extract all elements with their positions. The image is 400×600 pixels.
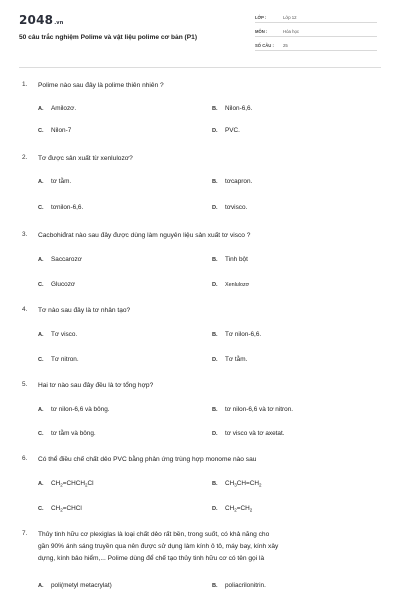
meta-subject-row: MÔN : Hóa học [255,27,377,37]
option-text: tơ visco và tơ axetat. [225,430,285,437]
option-text: $CH_2=CHCl$ [51,505,82,513]
question-text: Có thể điều chế chất dẻo PVC bằng phản ứng trùng hợp monome nào sau [38,456,257,463]
option-text: Nilon-6,6. [225,105,253,112]
answer-option-d[interactable] [212,204,247,211]
answer-option-a[interactable] [38,331,77,338]
question-text: Tơ nào sau đây là tơ nhân tạo? [38,307,131,314]
option-text: Glucozơ [51,281,76,288]
option-letter: D. [212,357,218,363]
header-divider [19,67,381,68]
option-text: Tơ visco. [51,331,78,338]
answer-option-c[interactable] [38,127,71,134]
option-text: Tơ tằm. [225,356,248,363]
option-letter: B. [212,179,218,185]
answer-option-b[interactable] [212,406,293,413]
option-text: Saccarozơ [51,256,82,263]
option-letter: D. [212,282,218,288]
question-number: 5. [22,381,28,388]
option-text: Xenlulozơ [225,282,250,288]
question-text: Tơ được sản xuất từ xenlulozơ? [38,155,133,162]
answer-option-c[interactable] [38,281,75,288]
question-number: 3. [22,231,28,238]
question-text-line: Thủy tinh hữu cơ plexiglas là loại chất dẻo rất bền, trong suốt, có khả năng cho [38,531,270,538]
meta-count-row: SỐ CÂU : 25 [255,41,377,51]
answer-option-d[interactable] [212,127,240,134]
page-header [0,0,400,66]
option-letter: B. [212,481,218,487]
answer-option-d[interactable] [212,505,252,513]
option-letter: A. [38,179,44,185]
option-text: $CH_2=CH_2$ [225,505,253,513]
option-letter: C. [38,282,44,288]
answer-option-b[interactable] [212,178,252,185]
option-text: Nilon-7 [51,127,72,134]
question-number: 1. [22,81,28,88]
answer-option-a[interactable] [38,480,94,488]
question-number: 6. [22,455,28,462]
answer-option-a[interactable] [38,105,76,112]
option-letter: D. [212,205,218,211]
option-letter: D. [212,506,218,512]
question-text: Polime nào sau đây là polime thiên nhiên ? [38,82,164,89]
option-text: tơvisco. [225,204,248,211]
answer-option-d[interactable] [212,356,247,363]
question-text: Cacbohiđrat nào sau đây được dùng làm nguyên liệu sản xuất tơ visco ? [38,232,251,239]
question-text: Hai tơ nào sau đây đều là tơ tổng hợp? [38,382,154,389]
answer-option-b[interactable] [212,256,248,263]
option-text: tơ tằm và bông. [51,430,96,437]
option-letter: B. [212,583,218,589]
option-letter: C. [38,128,44,134]
option-letter: A. [38,332,44,338]
option-text: Amilozơ. [51,105,77,112]
option-letter: D. [212,128,218,134]
answer-option-d[interactable] [212,430,285,437]
option-letter: A. [38,481,44,487]
option-letter: C. [38,205,44,211]
answer-option-a[interactable] [38,178,71,185]
answer-option-c[interactable] [38,430,96,437]
answer-option-c[interactable] [38,505,82,513]
answer-option-b[interactable] [212,331,261,338]
answer-option-b[interactable] [212,582,266,589]
meta-class-row: LỚP : Lớp 12 [255,13,377,23]
option-text: tơ tằm. [51,178,72,185]
option-letter: C. [38,431,44,437]
document-title: 50 câu trắc nghiệm Polime và vật liệu polime cơ bản (P1) [19,34,198,41]
option-letter: C. [38,357,44,363]
option-letter: A. [38,407,44,413]
answer-option-b[interactable] [212,480,261,488]
option-text: poli(metyl metacrylat) [51,582,112,589]
question-text-line: dựng, kính bảo hiểm,... Polime dùng để chế tạo thủy tinh hữu cơ có tên gọi là [38,555,265,562]
option-text: Tơ nitron. [51,356,79,363]
option-text: PVC. [225,127,240,134]
option-letter: B. [212,407,218,413]
option-text: tơnilon-6,6. [51,204,84,211]
option-letter: A. [38,583,44,589]
option-letter: B. [212,106,218,112]
option-letter: B. [212,257,218,263]
option-text: tơ nilon-6,6 và bông. [51,406,110,413]
option-text: tơcapron. [225,178,253,185]
option-text: tơ nilon-6,6 và tơ nitron. [225,406,294,413]
question-number: 4. [22,306,28,313]
answer-option-b[interactable] [212,105,252,112]
answer-option-a[interactable] [38,406,110,413]
question-text-line: gần 90% ánh sáng truyền qua nên được sử dụng làm kính ô tô, máy bay, kính xây [38,543,279,550]
option-text: $CH_3CH=CH_2$ [225,480,262,488]
option-letter: C. [38,506,44,512]
option-text: Tơ nilon-6,6. [225,331,262,338]
question-number: 2. [22,154,28,161]
option-letter: A. [38,257,44,263]
option-letter: B. [212,332,218,338]
site-logo[interactable]: 2048.vn [19,13,64,27]
option-text: poliacrilonitrin. [225,582,266,589]
question-number: 7. [22,530,28,537]
option-text: Tinh bột [225,256,248,263]
answer-option-c[interactable] [38,356,79,363]
answer-option-c[interactable] [38,204,83,211]
answer-option-a[interactable] [38,582,112,589]
option-text: $CH_2=CHCH_2Cl$ [51,480,94,488]
answer-option-d[interactable] [212,281,249,288]
answer-option-a[interactable] [38,256,82,263]
option-letter: D. [212,431,218,437]
option-letter: A. [38,106,44,112]
